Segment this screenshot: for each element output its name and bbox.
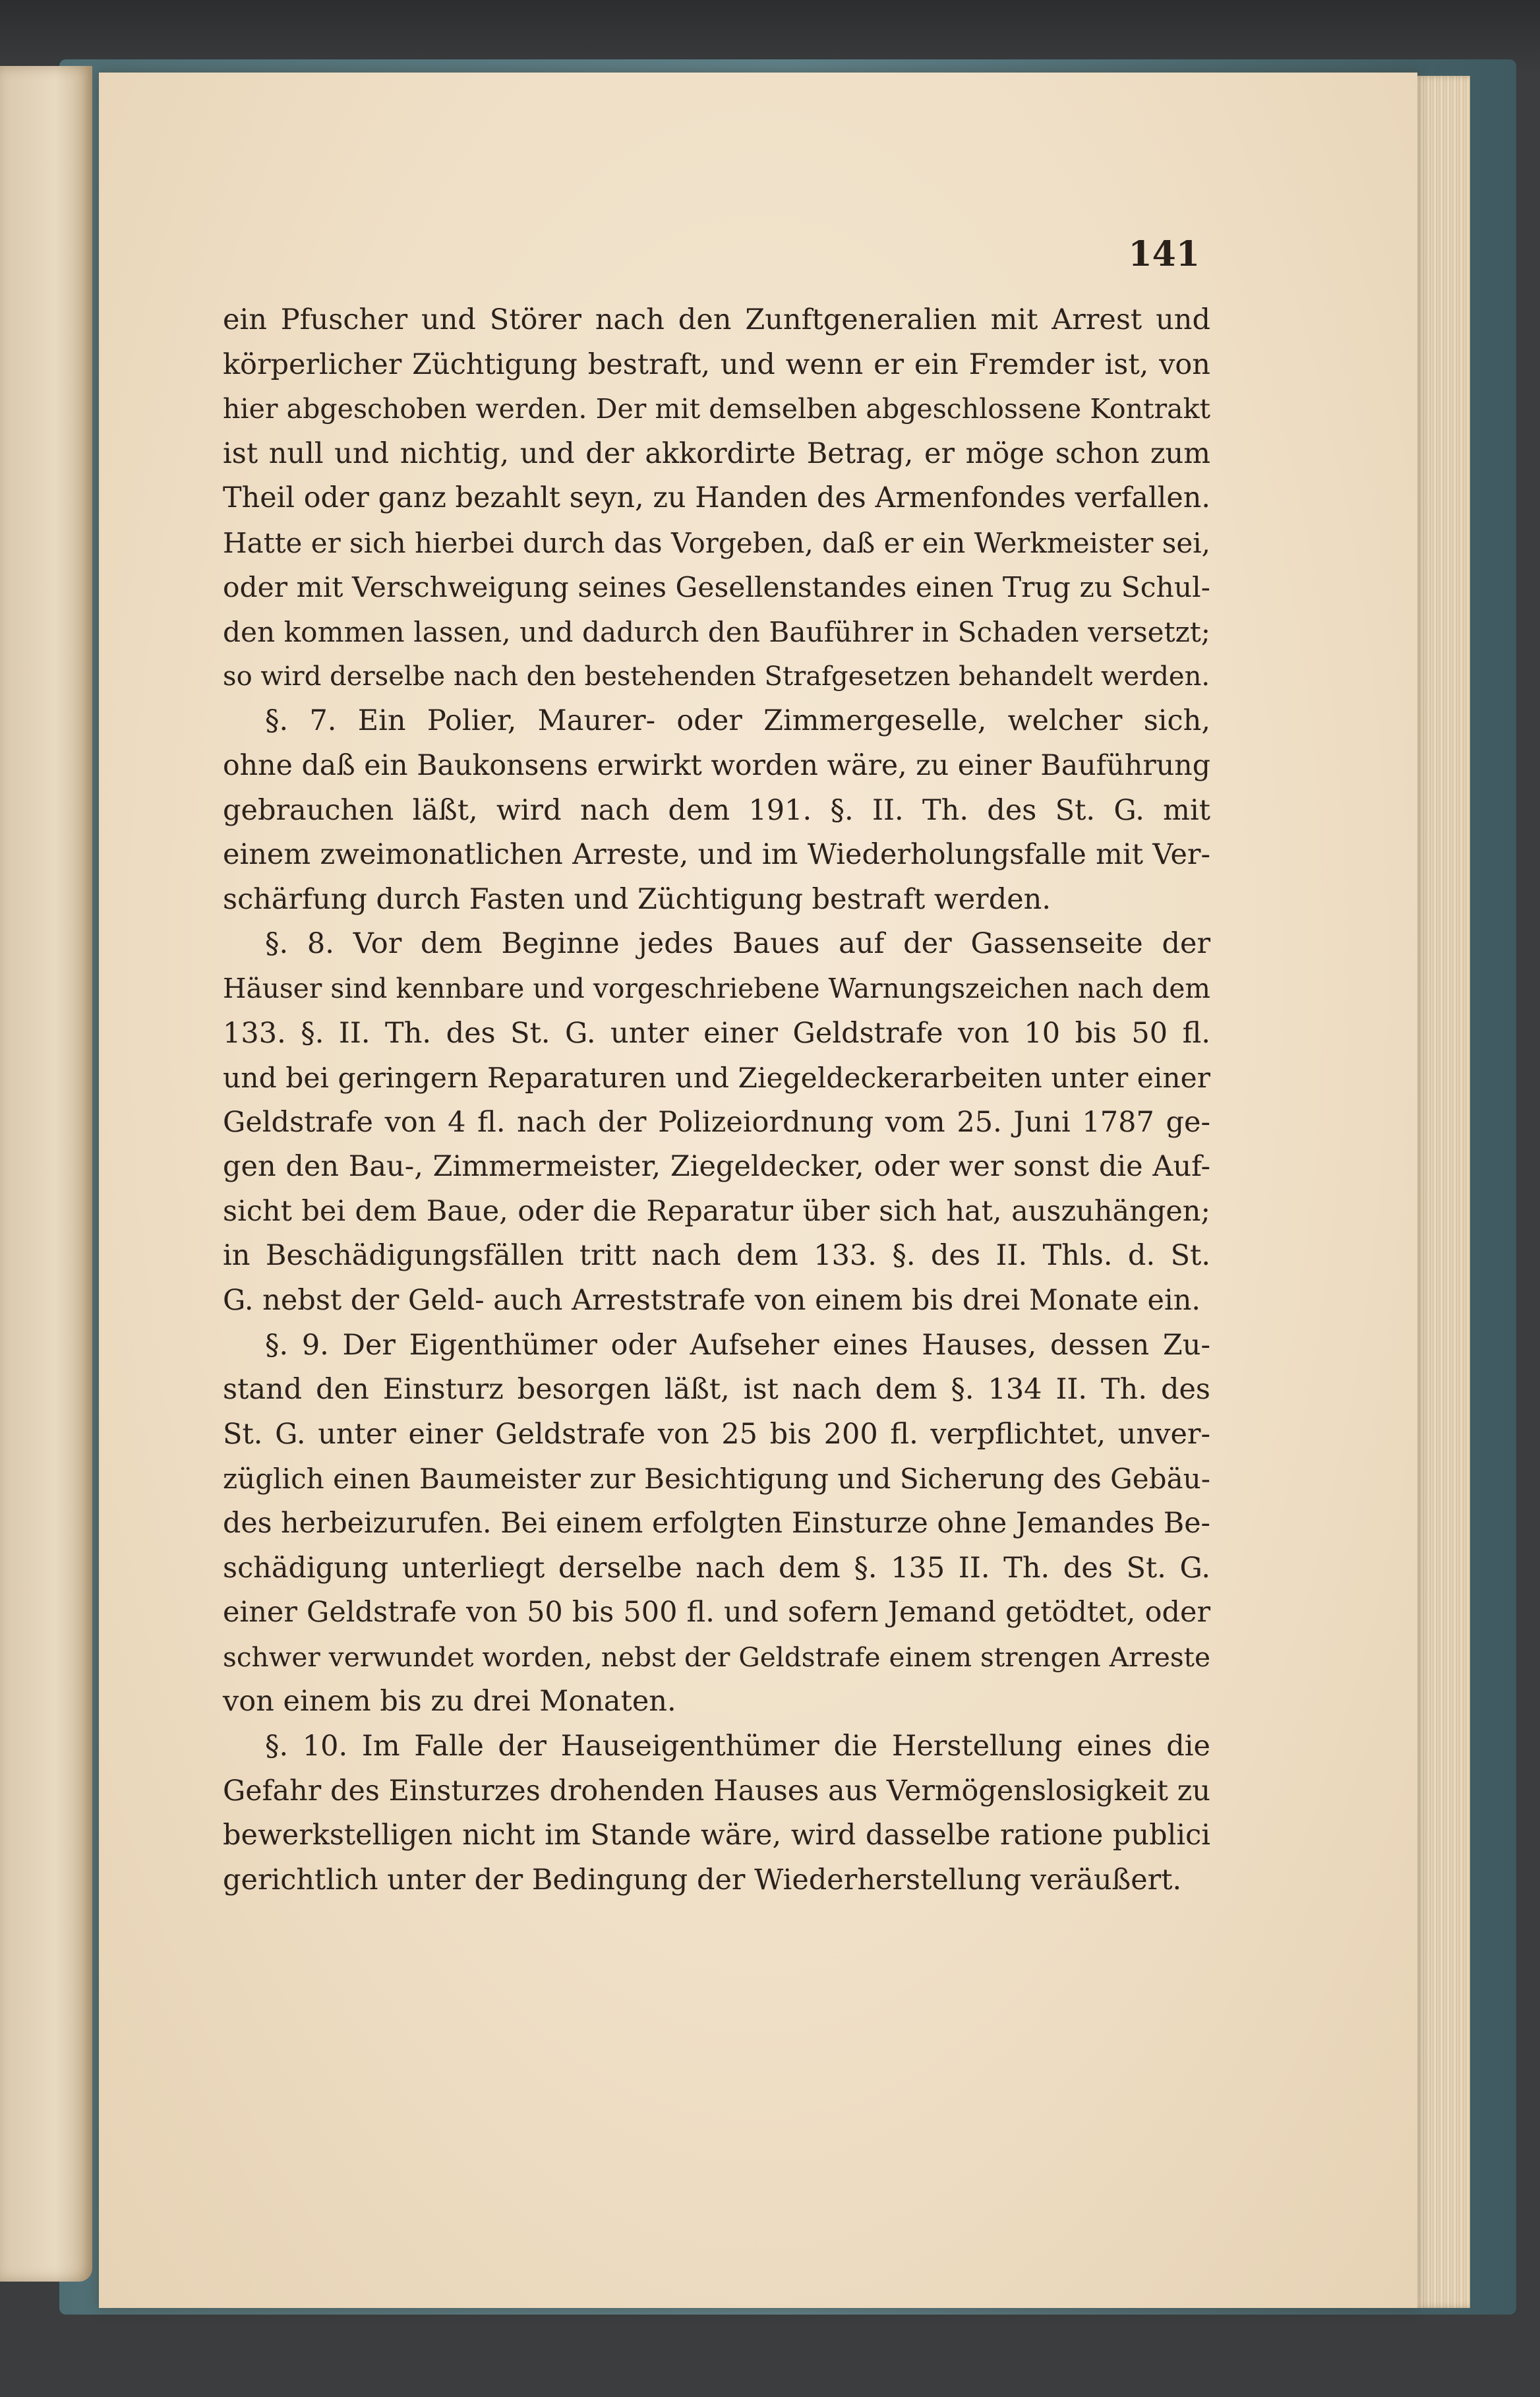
text-line: St. G. unter einer Geldstrafe von 25 bis 200 fl. verpflichtet, unver-: [223, 1417, 1210, 1451]
text-line: Hatte er sich hierbei durch das Vorgeben, daß er ein Werkmeister sei,: [223, 526, 1210, 559]
text-line: Theil oder ganz bezahlt seyn, zu Handen des Armenfondes verfallen.: [223, 481, 1210, 515]
text-line: den kommen lassen, und dadurch den Bauführer in Schaden versetzt;: [223, 616, 1210, 649]
text-line: §. 9. Der Eigenthümer oder Aufseher eines Hauses, dessen Zu-: [265, 1328, 1210, 1362]
text-line: und bei geringern Reparaturen und Ziegeldeckerarbeiten unter einer: [223, 1062, 1210, 1095]
text-line: stand den Einsturz besorgen läßt, ist nach dem §. 134 II. Th. des: [223, 1373, 1210, 1407]
text-line: §. 7. Ein Polier, Maurer- oder Zimmergeselle, welcher sich,: [265, 704, 1210, 738]
text-line: §. 10. Im Falle der Hauseigenthümer die Herstellung eines die: [265, 1730, 1210, 1763]
text-line: schwer verwundet worden, nebst der Geldstrafe einem strengen Arreste: [223, 1641, 1210, 1673]
text-line: so wird derselbe nach den bestehenden Strafgesetzen behandelt werden.: [223, 661, 1210, 692]
text-line: gebrauchen läßt, wird nach dem 191. §. II. Th. des St. G. mit: [223, 793, 1210, 827]
text-line: schärfung durch Fasten und Züchtigung bestraft werden.: [223, 882, 1051, 916]
text-line: schädigung unterliegt derselbe nach dem §. 135 II. Th. des St. G.: [223, 1551, 1210, 1585]
text-line: in Beschädigungsfällen tritt nach dem 133. §. des II. Thls. d. St.: [223, 1239, 1210, 1273]
text-line: hier abgeschoben werden. Der mit demselben abgeschlossene Kontrakt: [223, 393, 1210, 425]
text-line: Gefahr des Einsturzes drohenden Hauses aus Vermögenslosigkeit zu: [223, 1774, 1210, 1807]
text-line: körperlicher Züchtigung bestraft, und wenn er ein Fremder ist, von: [223, 348, 1210, 381]
text-line: ist null und nichtig, und der akkordirte Betrag, er möge schon zum: [223, 437, 1210, 470]
text-line: sicht bei dem Baue, oder die Reparatur über sich hat, auszuhängen;: [223, 1194, 1210, 1228]
text-line: ohne daß ein Baukonsens erwirkt worden wäre, zu einer Bauführung: [223, 748, 1210, 782]
text-line: gerichtlich unter der Bedingung der Wiederherstellung veräußert.: [223, 1863, 1182, 1896]
text-line: von einem bis zu drei Monaten.: [223, 1685, 676, 1718]
text-line: bewerkstelligen nicht im Stande wäre, wird dasselbe ratione publici: [223, 1819, 1210, 1852]
text-line: züglich einen Baumeister zur Besichtigung und Sicherung des Gebäu-: [223, 1463, 1210, 1496]
text-line: G. nebst der Geld- auch Arreststrafe von einem bis drei Monate ein.: [223, 1284, 1201, 1318]
text-line: 133. §. II. Th. des St. G. unter einer Geldstrafe von 10 bis 50 fl.: [223, 1016, 1210, 1050]
page-number: 141: [1128, 234, 1200, 274]
text-line: einer Geldstrafe von 50 bis 500 fl. und sofern Jemand getödtet, oder: [223, 1596, 1210, 1629]
text-line: oder mit Verschweigung seines Gesellenstandes einen Trug zu Schul-: [223, 571, 1210, 604]
text-line: einem zweimonatlichen Arreste, und im Wiederholungsfalle mit Ver-: [223, 838, 1210, 872]
facing-page-edge: [0, 66, 92, 2282]
text-line: Geldstrafe von 4 fl. nach der Polizeiordnung vom 25. Juni 1787 ge-: [223, 1105, 1210, 1139]
text-line: Häuser sind kennbare und vorgeschriebene Warnungszeichen nach dem: [223, 972, 1210, 1004]
text-line: des herbeizurufen. Bei einem erfolgten Einsturze ohne Jemandes Be-: [223, 1507, 1210, 1540]
body-text: [223, 298, 1210, 1902]
text-line: §. 8. Vor dem Beginne jedes Baues auf der Gassenseite der: [265, 927, 1210, 961]
text-line: gen den Bau-, Zimmermeister, Ziegeldecker, oder wer sonst die Auf-: [223, 1150, 1210, 1184]
text-line: ein Pfuscher und Störer nach den Zunftgeneralien mit Arrest und: [223, 303, 1210, 336]
